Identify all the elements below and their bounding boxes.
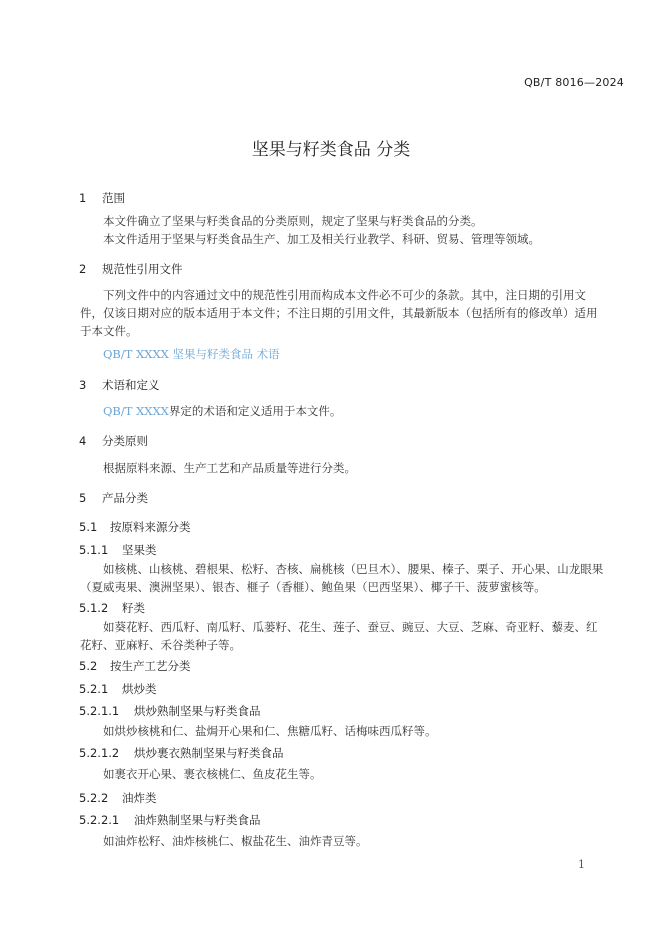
paragraph: 本文件适用于坚果与籽类食品生产、加工及相关行业教学、科研、贸易、管理等领域。 [103, 232, 540, 246]
section-5-1-1-heading [79, 542, 157, 558]
section-title: 油炸类 [122, 791, 157, 805]
section-number: 4 [79, 434, 87, 448]
section-number: 5.2 [79, 659, 98, 673]
section-number: 5.1 [79, 520, 98, 534]
paragraph [80, 402, 606, 420]
section-title: 按生产工艺分类 [110, 659, 191, 673]
section-5-2-1-1-heading [79, 703, 261, 719]
section-number: 2 [79, 262, 87, 276]
page-title: 坚果与籽类食品 分类 [251, 140, 411, 160]
paragraph: 如烘炒核桃和仁、盐焗开心果和仁、焦糖瓜籽、话梅味西瓜籽等。 [103, 724, 437, 738]
paragraph: 根据原料来源、生产工艺和产品质量等进行分类。 [103, 461, 356, 475]
section-title: 范围 [102, 191, 125, 205]
section-title: 按原料来源分类 [110, 520, 191, 534]
section-title: 规范性引用文件 [102, 262, 183, 276]
section-title: 烘炒类 [122, 682, 157, 696]
document-code: QB/T 8016—2024 [524, 76, 624, 89]
section-number: 5.1.2 [79, 601, 109, 615]
reference-link[interactable]: QB/T XXXX [103, 404, 169, 418]
section-title: 烘炒熟制坚果与籽类食品 [134, 704, 261, 718]
section-title: 术语和定义 [102, 378, 160, 392]
section-number: 5.2.1.1 [79, 704, 120, 718]
section-number: 1 [79, 191, 87, 205]
section-2-heading [79, 261, 183, 277]
page-number: 1 [578, 858, 585, 871]
section-number: 5.2.2.1 [79, 813, 120, 827]
section-5-2-2-heading [79, 790, 157, 806]
section-number: 5.2.1.2 [79, 746, 120, 760]
section-5-heading [79, 490, 148, 506]
paragraph: 本文件确立了坚果与籽类食品的分类原则，规定了坚果与籽类食品的分类。 [103, 214, 483, 228]
section-5-2-1-2-heading [79, 745, 284, 761]
normative-reference-link[interactable]: QB/T XXXX 坚果与籽类食品 术语 [103, 347, 280, 361]
paragraph: 下列文件中的内容通过文中的规范性引用而构成本文件必不可少的条款。其中，注日期的引用文件，仅该日期对应的版本适用于本文件；不注日期的引用文件，其最新版本（包括所有的修改单）适用于本文件。 [80, 288, 598, 338]
paragraph: 如油炸松籽、油炸核桃仁、椒盐花生、油炸青豆等。 [103, 834, 368, 848]
section-number: 5.2.1 [79, 682, 109, 696]
section-title: 坚果类 [122, 543, 157, 557]
section-number: 5.1.1 [79, 543, 109, 557]
section-title: 油炸熟制坚果与籽类食品 [134, 813, 261, 827]
section-title: 产品分类 [102, 491, 148, 505]
section-5-2-2-1-heading [79, 812, 261, 828]
section-5-1-2-heading [79, 600, 145, 616]
section-number: 3 [79, 378, 87, 392]
section-number: 5.2.2 [79, 791, 109, 805]
paragraph: 如葵花籽、西瓜籽、南瓜籽、瓜蒌籽、花生、莲子、蚕豆、豌豆、大豆、芝麻、奇亚籽、藜麦、红花籽、亚麻籽、禾谷类种子等。 [80, 620, 598, 652]
section-title: 烘炒裹衣熟制坚果与籽类食品 [134, 746, 284, 760]
section-5-2-1-heading [79, 681, 157, 697]
section-3-heading [79, 377, 160, 393]
section-number: 5 [79, 491, 87, 505]
paragraph: 如裹衣开心果、裹衣核桃仁、鱼皮花生等。 [103, 767, 322, 781]
section-1-heading [79, 190, 125, 206]
section-4-heading [79, 433, 148, 449]
section-5-1-heading [79, 519, 191, 535]
paragraph: 如核桃、山核桃、碧根果、松籽、杏核、扁桃核（巴旦木）、腰果、榛子、栗子、开心果、山龙眼果（夏威夷果、澳洲坚果）、银杏、榧子（香榧）、鲍鱼果（巴西坚果）、椰子干、菠萝蜜核等。 [80, 562, 604, 594]
paragraph-text: 界定的术语和定义适用于本文件。 [168, 404, 342, 418]
section-title: 分类原则 [102, 434, 148, 448]
section-title: 籽类 [122, 601, 145, 615]
section-5-2-heading [79, 658, 191, 674]
